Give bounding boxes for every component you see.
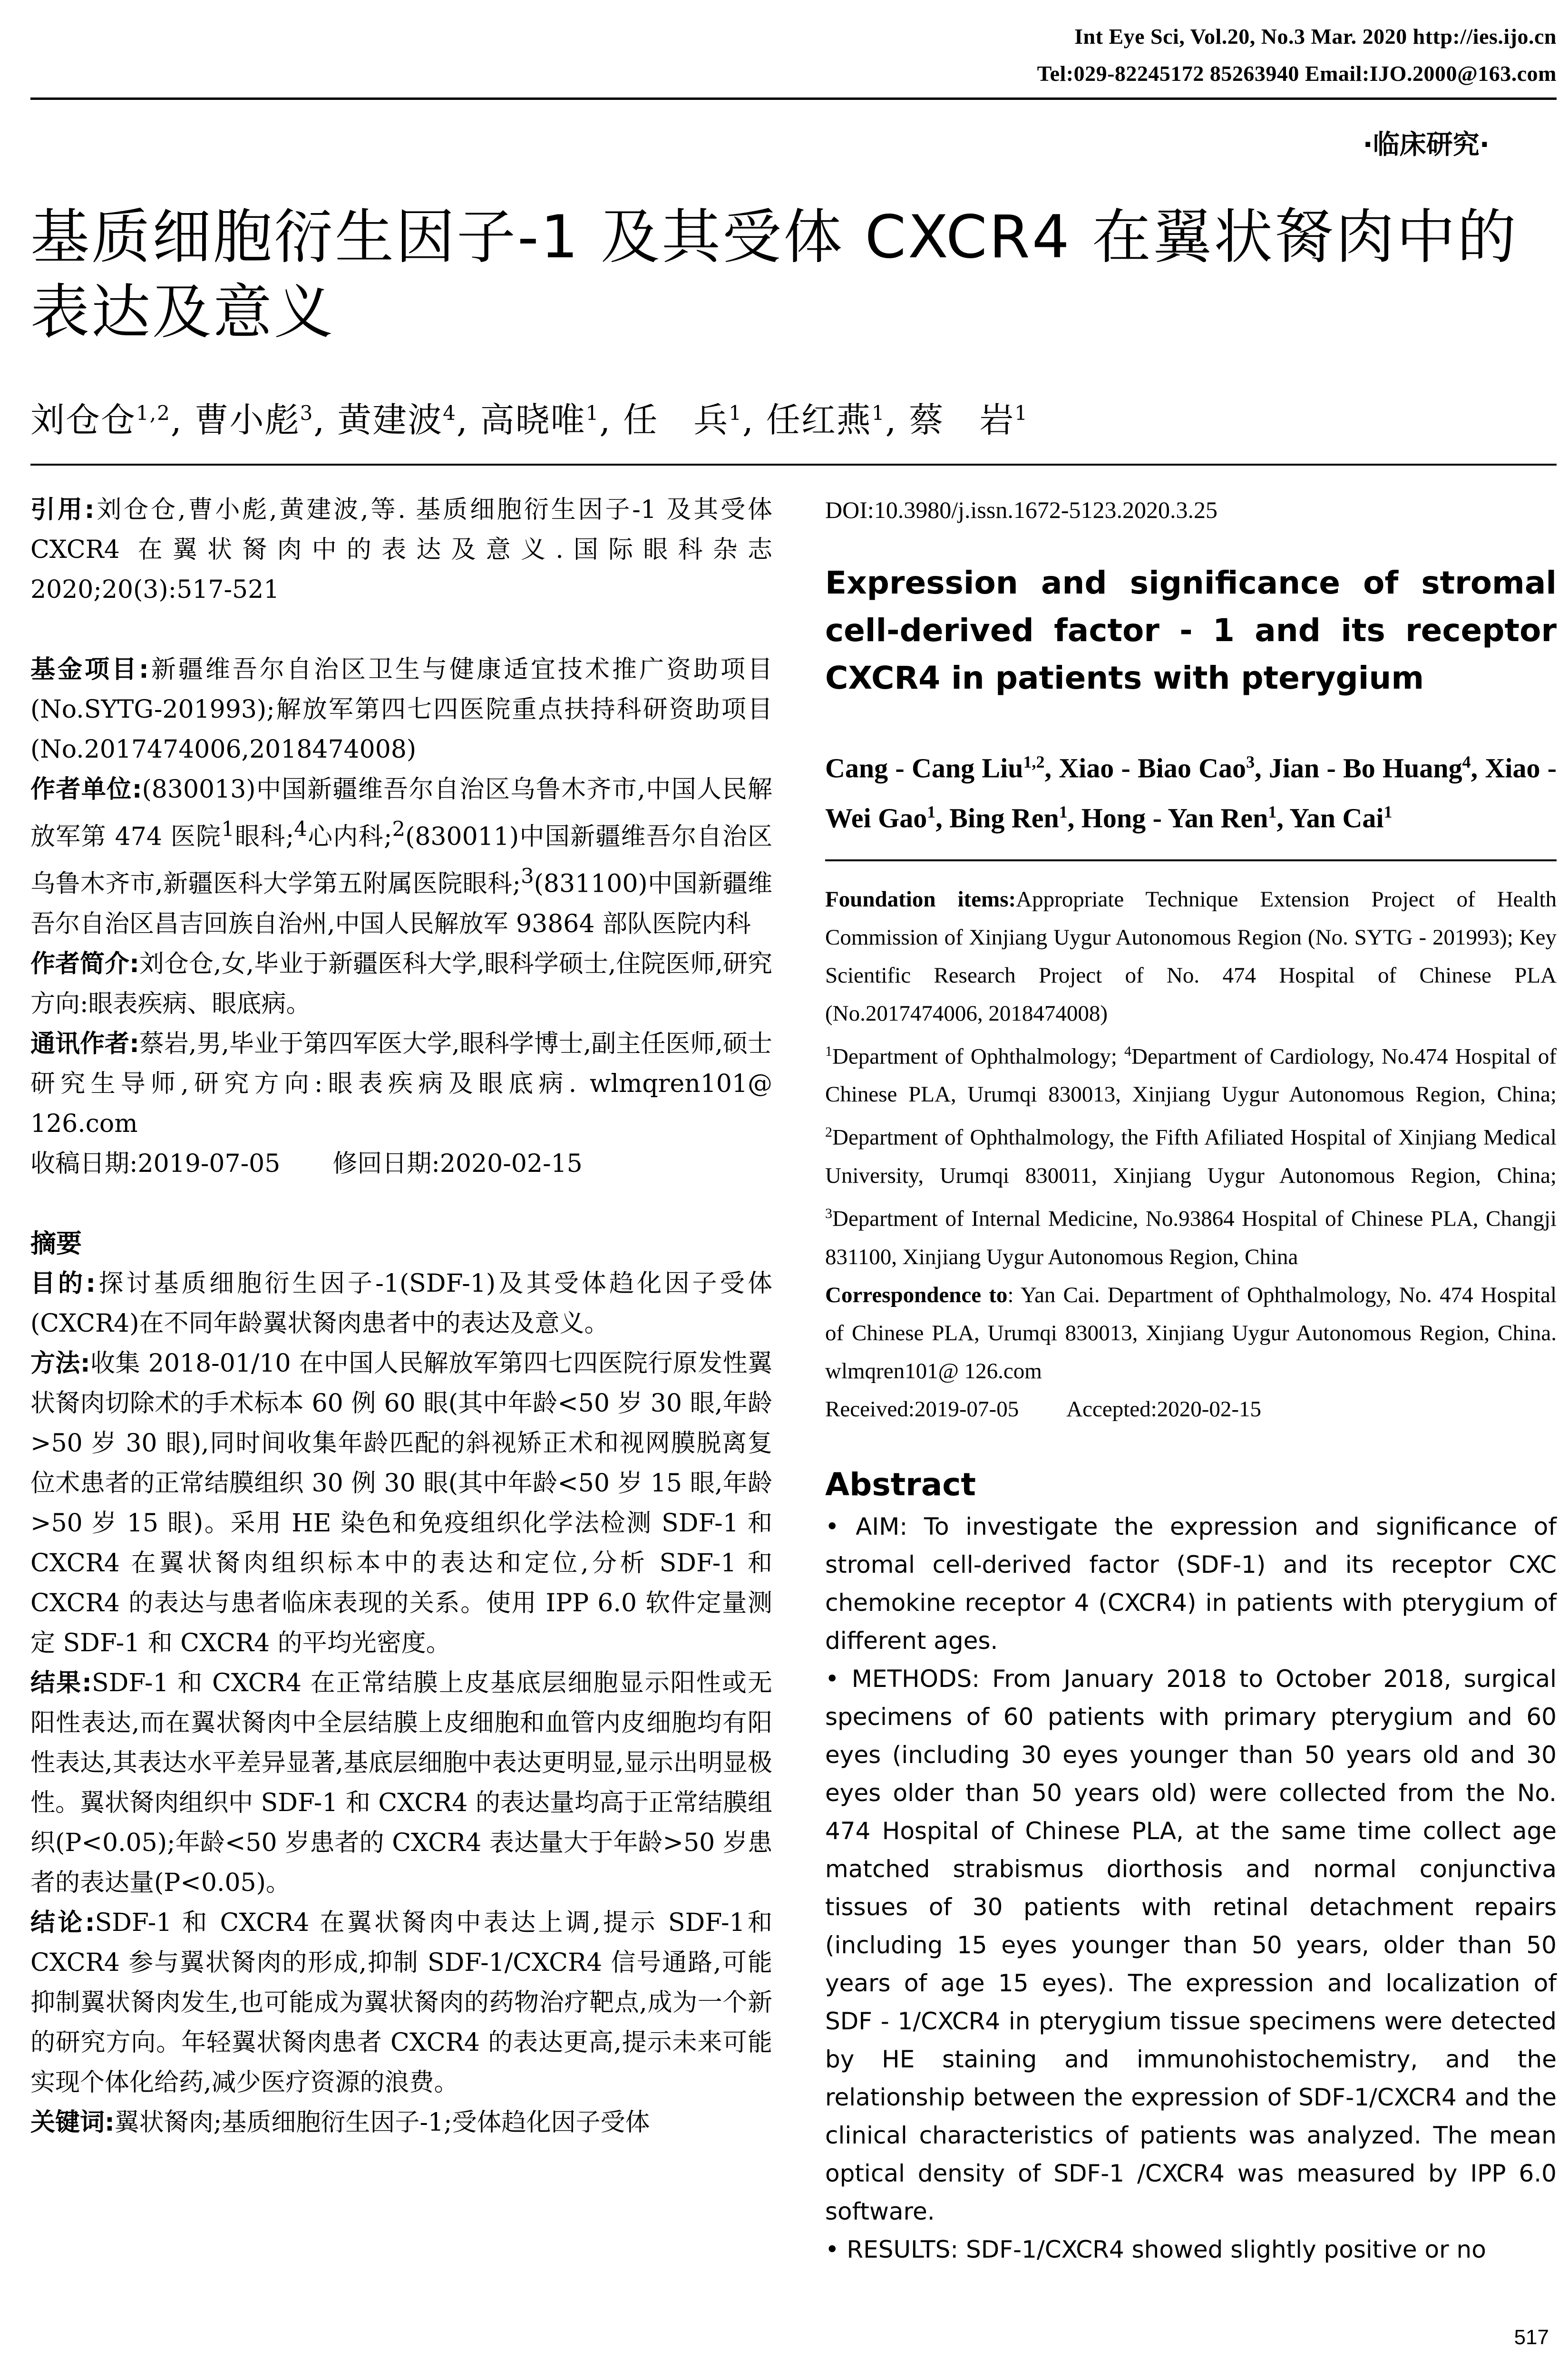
author-en: Bing Ren (949, 802, 1059, 834)
author-sup: 1 (1383, 802, 1393, 822)
affiliation: Department of Ophthalmology, the Fifth Afiliated Hospital of Xinjiang Medical University, Urumqi 830011, Xinjiang Uygur Autonomous Region, China; (825, 1125, 1557, 1188)
unit-text: 心内科; (307, 822, 392, 851)
aim-en: • AIM: To investigate the expression and significance of stromal cell-derived factor (SDF-1) and its receptor CXC chemokine receptor 4 (CXCR4) in patients with pterygium of different ages. (825, 1512, 1557, 1655)
journal-header-line1: Int Eye Sci, Vol.20, No.3 Mar. 2020 http://ies.ijo.cn (1074, 24, 1557, 49)
methods-en: • METHODS: From January 2018 to October 2018, surgical specimens of 60 patients with primary pterygium and 60 eyes (including 30 eyes younger than 50 years old and 30 eyes older than 50 years old) were collected from the No. 474 Hospital of Chinese PLA, at the same time collect age matched strabismus diorthosis and normal conjunctiva tissues of 30 patients with retinal detachment repairs (including 15 eyes younger than 50 years, older than 50 years of age 15 eyes). The expression and localization of SDF - 1/CXCR4 in pterygium tissue specimens were detected by HE staining and immunohistochemistry, and the relationship between the expression of SDF-1/CXCR4 and the clinical characteristics of patients was analyzed. The mean optical density of SDF-1 /CXCR4 was measured by IPP 6.0 software. (825, 1665, 1557, 2225)
result-cn (30, 1663, 772, 1903)
main-rule (30, 464, 1557, 466)
dates (30, 1144, 772, 1184)
citation (30, 490, 772, 610)
author-cn: 蔡 岩 (909, 400, 1015, 440)
conclusion-label: 结论: (30, 1908, 95, 1937)
author-cn: 任 兵 (623, 400, 729, 440)
author-sup: 3 (1246, 752, 1255, 771)
keywords-cn (30, 2103, 772, 2143)
aff-sup: 3 (825, 1205, 832, 1221)
separator: , (935, 802, 950, 834)
result-label: 结果: (30, 1668, 92, 1697)
author-sup: 1 (729, 401, 742, 425)
aff-sup: 2 (825, 1124, 832, 1140)
separator: , (599, 400, 612, 440)
unit-sup: 2 (392, 818, 406, 841)
author-sup: 1,2 (1023, 752, 1045, 771)
author-en: Xiao - Biao Cao (1059, 752, 1247, 784)
author-cn: 黄建波 (337, 400, 443, 440)
fund-info (30, 650, 772, 770)
page-number: 517 (1514, 2326, 1549, 2349)
result-text: SDF-1 和 CXCR4 在正常结膜上皮基底层细胞显示阳性或无阳性表达,而在翼状胬肉中全层结膜上皮细胞和血管内皮细胞均有阳性表达,其表达水平差异显著,基底层细胞中表达更明显,显示出明显极性。翼状胬肉组织中 SDF-1 和 CXCR4 的表达量均高于正常结膜组织(P<0.05);年龄<50 岁患者的 CXCR4 表达量大于年龄>50 岁患者的表达量(P<0.05)。 (30, 1668, 772, 1897)
authors-cn (30, 392, 1028, 442)
affiliation: Department of Ophthalmology; (832, 1044, 1124, 1069)
author-en: Xiao - Wei Gao (825, 752, 1557, 834)
foundation-block (825, 880, 1557, 1428)
conclusion-cn (30, 1903, 772, 2103)
author-en: Hong - Yan Ren (1081, 802, 1268, 834)
aim-label: 目的: (30, 1269, 96, 1298)
authors-en (825, 740, 1557, 840)
right-column (825, 490, 1557, 2269)
doi: DOI:10.3980/j.issn.1672-5123.2020.3.25 (825, 497, 1217, 523)
conclusion-text: SDF-1 和 CXCR4 在翼状胬肉中表达上调,提示 SDF-1和 CXCR4 参与翼状胬肉的形成,抑制 SDF-1/CXCR4 信号通路,可能抑制翼状胬肉发生,也可能成为翼状胬肉的药物治疗靶点,成为一个新的研究方向。年轻翼状胬肉患者 CXCR4 的表达更高,提示未来可能实现个体化给药,减少医疗资源的浪费。 (30, 1908, 772, 2097)
author-en: Yan Cai (1289, 802, 1384, 834)
author-bio (30, 944, 772, 1024)
unit-text: (830013)中国新疆维吾尔自治区乌鲁木齐市,中国人民解放军第 474 医院 (30, 775, 773, 851)
separator: , (1276, 802, 1290, 834)
keywords-text: 翼状胬肉;基质细胞衍生因子-1;受体趋化因子受体 (114, 2108, 650, 2137)
author-sup: 1 (1014, 401, 1028, 425)
author-sup: 1 (871, 401, 886, 425)
author-sup: 1 (1268, 802, 1277, 822)
separator: , (170, 400, 183, 440)
separator: , (313, 400, 326, 440)
accepted-en: Accepted:2020-02-15 (1066, 1396, 1262, 1422)
unit-label: 作者单位: (30, 775, 142, 804)
author-sup: 1 (585, 401, 600, 425)
separator: , (1067, 802, 1081, 834)
author-sup: 4 (1462, 752, 1471, 771)
foundation-label: Foundation items: (825, 887, 1016, 912)
author-en: Jian - Bo Huang (1268, 752, 1462, 784)
journal-header-line2: Tel:029-82245172 85263940 Email:IJO.2000@163.com (1037, 61, 1557, 86)
separator: , (1044, 752, 1059, 784)
unit-sup: 4 (294, 818, 307, 841)
section-tag: ·临床研究· (1363, 129, 1490, 160)
received-en: Received:2019-07-05 (825, 1396, 1019, 1422)
title-cn (30, 200, 1543, 350)
aff-sup: 4 (1124, 1043, 1131, 1059)
bio-label: 作者简介: (30, 949, 139, 978)
corr-text: 蔡岩,男,毕业于第四军医大学,眼科学博士,副主任医师,硕士研究生导师,研究方向:眼表疾病及眼底病. wlmqren101@ 126.com (30, 1029, 773, 1138)
left-column (30, 490, 772, 2143)
correspondence-text: : Yan Cai. Department of Ophthalmology, No. 474 Hospital of Chinese PLA, Urumqi 830013, Xinjiang Uygur Autonomous Region, China. wlmqren101@ 126.com (825, 1282, 1557, 1383)
author-en: Cang - Cang Liu (825, 752, 1023, 784)
author-sup: 1 (927, 802, 936, 822)
separator: , (1471, 752, 1485, 784)
author-sup: 4 (443, 401, 457, 425)
corresponding-author (30, 1024, 772, 1144)
unit-text: (831100)中国新疆维吾尔自治区昌吉回族自治州,中国人民解放军 93864 部队医院内科 (30, 869, 772, 938)
title-cn-line2: 表达及意义 (30, 278, 335, 347)
aim-cn (30, 1264, 772, 1344)
separator: , (885, 400, 897, 440)
abstract-heading-en: Abstract (825, 1466, 976, 1503)
unit-text: (830011)中国新疆维吾尔自治区乌鲁木齐市,新疆医科大学第五附属医院眼科; (30, 822, 772, 898)
aim-text: 探讨基质细胞衍生因子-1(SDF-1)及其受体趋化因子受体(CXCR4)在不同年龄翼状胬肉患者中的表达及意义。 (30, 1269, 772, 1338)
correspondence-label: Correspondence to (825, 1282, 1008, 1307)
affiliation: Department of Cardiology, No.474 Hospital of Chinese PLA, Urumqi 830013, Xinjiang Uygur Autonomous Region, China; (825, 1044, 1557, 1107)
abstract-body-en (825, 1508, 1557, 2269)
separator: , (1255, 752, 1269, 784)
title-cn-line1: 基质细胞衍生因子-1 及其受体 CXCR4 在翼状胬肉中的 (30, 203, 1519, 272)
foundation-text: Appropriate Technique Extension Project of Health Commission of Xinjiang Uygur Autonomous Region (No. SYTG - 201993); Key Scientific Research Project of No. 474 Hospital of Chinese PLA (No.2017474006, 2018474008) (825, 887, 1557, 1026)
separator: , (742, 400, 754, 440)
affiliation: Department of Internal Medicine, No.93864 Hospital of Chinese PLA, Changji 831100, Xinjiang Uygur Autonomous Region, China (825, 1206, 1557, 1269)
author-sup: 1,2 (136, 401, 171, 425)
method-text: 收集 2018-01/10 在中国人民解放军第四七四医院行原发性翼状胬肉切除术的手术标本 60 例 60 眼(其中年龄<50 岁 30 眼,年龄>50 岁 30 眼),同时间收集年龄匹配的斜视矫正术和视网膜脱离复位术患者的正常结膜组织 30 例 30 眼(其中年龄<50 岁 15 眼,年龄>50 岁 15 眼)。采用 HE 染色和免疫组织化学法检测 SDF-1 和 CXCR4 在翼状胬肉组织标本中的表达和定位,分析 SDF-1 和 CXCR4 的表达与患者临床表现的关系。使用 IPP 6.0 软件定量测定 SDF-1 和 CXCR4 的平均光密度。 (30, 1349, 772, 1657)
author-cn: 任红燕 (766, 400, 872, 440)
results-en: • RESULTS: SDF-1/CXCR4 showed slightly positive or no (825, 2235, 1486, 2263)
author-sup: 3 (300, 401, 314, 425)
fund-text: 新疆维吾尔自治区卫生与健康适宜技术推广资助项目(No.SYTG-201993);解放军第四七四医院重点扶持科研资助项目(No.2017474006,2018474008) (30, 655, 772, 764)
citation-label: 引用: (30, 496, 95, 524)
citation-text: 刘仓仓,曹小彪,黄建波,等. 基质细胞衍生因子-1 及其受体 CXCR4 在翼状胬肉中的表达及意义.国际眼科杂志 2020;20(3):517-521 (30, 496, 772, 604)
unit-text: 眼科; (234, 822, 294, 851)
bio-text: 刘仓仓,女,毕业于新疆医科大学,眼科学硕士,住院医师,研究方向:眼表疾病、眼底病。 (30, 949, 773, 1018)
header-rule (30, 97, 1557, 100)
corr-label: 通讯作者: (30, 1029, 139, 1058)
author-sup: 1 (1059, 802, 1068, 822)
author-cn: 曹小彪 (194, 400, 300, 440)
aff-sup: 1 (825, 1043, 832, 1059)
author-units (30, 770, 772, 944)
keywords-label: 关键词: (30, 2108, 115, 2137)
title-en: Expression and significance of stromal cell-derived factor - 1 and its receptor CXCR4 in patients with pterygium (825, 565, 1557, 696)
separator: , (456, 400, 468, 440)
unit-sup: 3 (521, 865, 534, 889)
english-rule (825, 859, 1557, 861)
unit-sup: 1 (221, 818, 234, 841)
author-cn: 高晓唯 (480, 400, 586, 440)
abstract-heading-cn: 摘要 (30, 1228, 82, 1258)
author-cn: 刘仓仓 (30, 400, 136, 440)
fund-label: 基金项目: (30, 655, 149, 684)
received-date: 收稿日期:2019-07-05 (30, 1149, 281, 1178)
revised-date: 修回日期:2020-02-15 (332, 1149, 583, 1178)
method-cn (30, 1344, 772, 1663)
method-label: 方法: (30, 1349, 90, 1378)
